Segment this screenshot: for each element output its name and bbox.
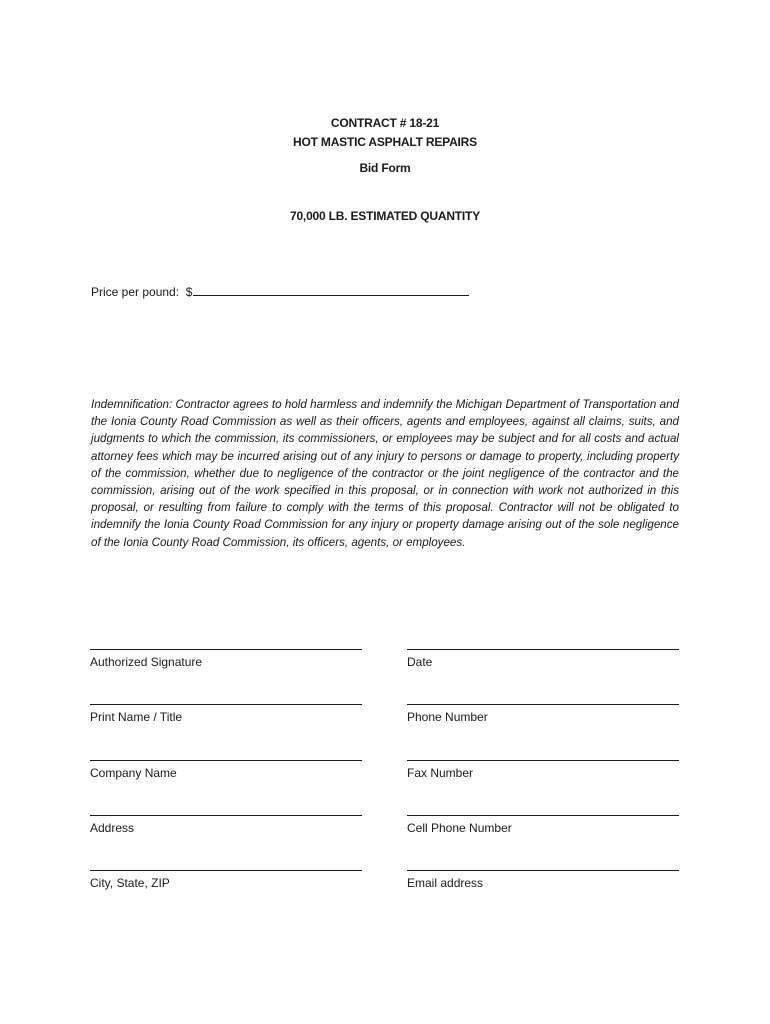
signature-line bbox=[407, 815, 679, 816]
signature-line bbox=[90, 815, 362, 816]
phone-number-label: Phone Number bbox=[407, 710, 488, 724]
project-title: HOT MASTIC ASPHALT REPAIRS bbox=[293, 135, 477, 149]
price-per-pound-blank[interactable] bbox=[193, 283, 469, 296]
city-state-zip-label: City, State, ZIP bbox=[90, 876, 170, 890]
signature-line bbox=[407, 870, 679, 871]
fax-number-label: Fax Number bbox=[407, 766, 474, 780]
authorized-signature-field[interactable] bbox=[90, 649, 362, 669]
contract-number: CONTRACT # 18-21 bbox=[330, 116, 440, 130]
email-address-label: Email address bbox=[407, 876, 484, 890]
price-per-pound-label: Price per pound: bbox=[91, 285, 180, 299]
date-label: Date bbox=[407, 655, 433, 669]
signature-line bbox=[407, 649, 679, 650]
fax-number-field[interactable] bbox=[407, 760, 679, 780]
currency-symbol: $ bbox=[185, 285, 193, 299]
print-name-title-field[interactable] bbox=[90, 704, 362, 724]
address-field[interactable] bbox=[90, 815, 362, 835]
signature-line bbox=[90, 649, 362, 650]
indemnification-clause: Indemnification: Contractor agrees to hold harmless and indemnify the Michigan Department of Transportation and the Ionia County Road Commission as well as their officers, agents and employees, against all claims, suits, and judgments to which the commission, its commissioners, or employees may be subject and for all costs and actual attorney fees which may be incurred arising out of any injury to persons or damage to property, including property of the commission, whether due to negligence of the contractor or the joint negligence of the contractor and the commission, arising out of the work specified in this proposal, or in connection with work not authorized in this proposal, or resulting from failure to comply with the terms of this proposal. Contractor will not be obligated to indemnify the Ionia County Road Commission for any injury or property damage arising out of the sole negligence of the Ionia County Road Commission, its officers, agents, or employees. bbox=[91, 398, 679, 549]
company-name-label: Company Name bbox=[90, 766, 177, 780]
date-field[interactable] bbox=[407, 649, 679, 669]
form-name: Bid Form bbox=[359, 161, 411, 175]
phone-number-field[interactable] bbox=[407, 704, 679, 724]
estimated-quantity: 70,000 LB. ESTIMATED QUANTITY bbox=[289, 209, 480, 223]
authorized-signature-label: Authorized Signature bbox=[90, 655, 203, 669]
print-name-title-label: Print Name / Title bbox=[90, 710, 183, 724]
company-name-field[interactable] bbox=[90, 760, 362, 780]
price-per-pound-row bbox=[91, 283, 469, 299]
address-label: Address bbox=[90, 821, 135, 835]
email-address-field[interactable] bbox=[407, 870, 679, 890]
signature-line bbox=[407, 760, 679, 761]
signature-line bbox=[90, 760, 362, 761]
city-state-zip-field[interactable] bbox=[90, 870, 362, 890]
signature-line bbox=[90, 870, 362, 871]
signature-line bbox=[407, 704, 679, 705]
cell-phone-number-label: Cell Phone Number bbox=[407, 821, 512, 835]
signature-line bbox=[90, 704, 362, 705]
cell-phone-number-field[interactable] bbox=[407, 815, 679, 835]
